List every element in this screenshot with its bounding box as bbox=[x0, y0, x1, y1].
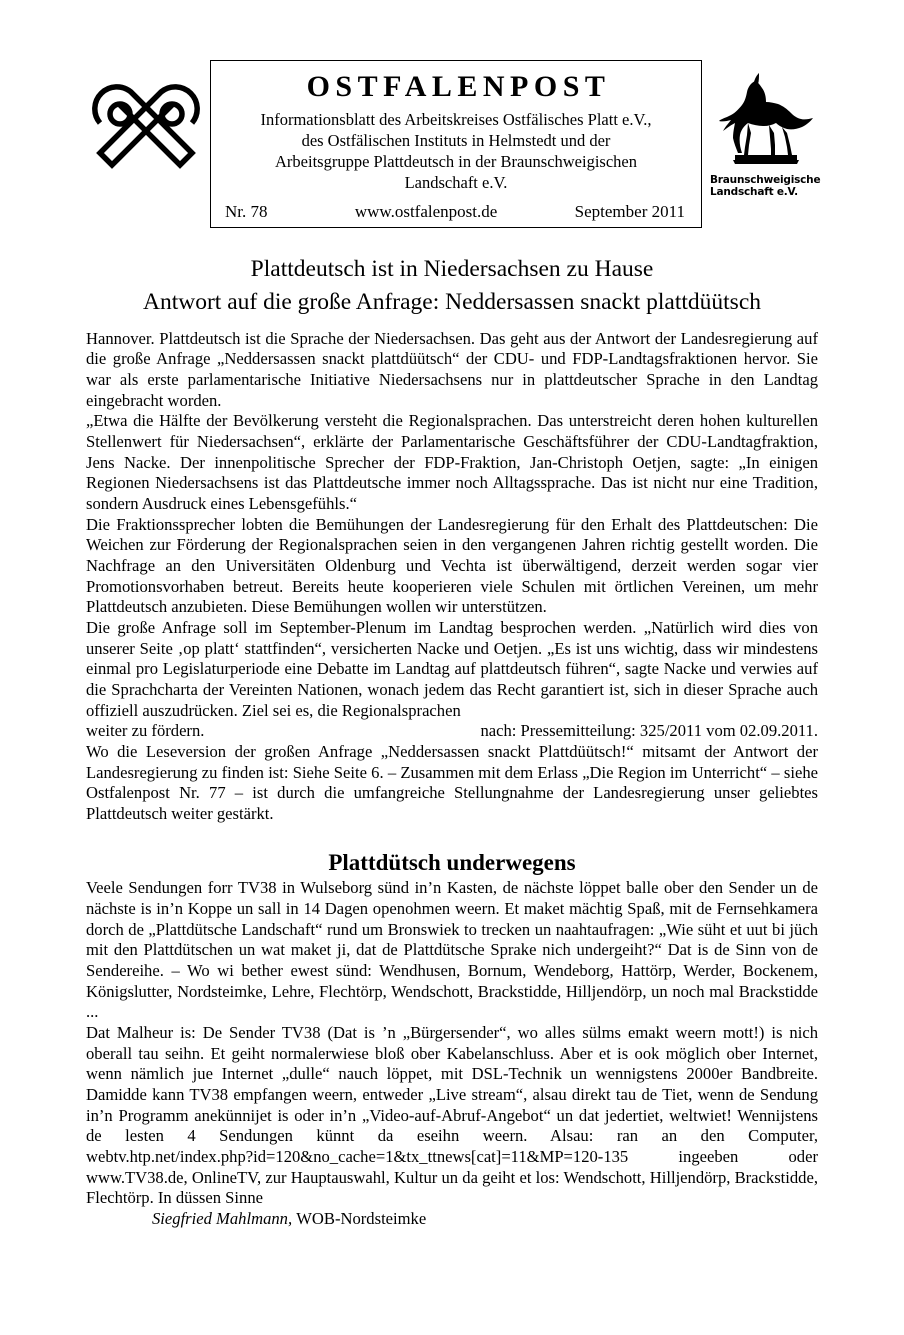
article2-body bbox=[86, 878, 818, 1229]
article2-paragraph: Veele Sendungen forr TV38 in Wulseborg sünd in’n Kasten, de nächste löppet balle ober den Sender un de nächste is in’n Koppe un sall in 14 Dagen openohmen weern. Et maket mächtig Spaß, mit de Fernsehkamera dorch de „Plattdütsche Landschaft“ rund um Bronswiek to trecken un naahtaufragen: „Wie süht et uut bi jüch mit den Plattdütschen un wat maket ji, dat de Plattdütsche Sprake nich undergeiht?“ Dat is de Sinn von de Sendereihe. – Wo wi bether ewest sünd: Wendhusen, Bornum, Wendeborg, Hattörp, Werder, Bockenem, Königslutter, Nordsteimke, Lehre, Flechtörp, Wendschott, Brackstidde, Hilljendörp, un noch mal Brackstidde ... bbox=[86, 878, 818, 1022]
masthead-title-box bbox=[210, 60, 702, 228]
article1-paragraph: „Etwa die Hälfte der Bevölkerung versteht die Regionalsprachen. Das unterstreicht deren hohen kulturellen Stellenwert für Niedersachsen“, erklärte der Parlamentarische Geschäftsführer der CDU-Landtagfraktion, Jens Nacke. Der innenpolitische Sprecher der FDP-Fraktion, Jan-Christoph Oetjen, sagte: „In einigen Regionen Niedersachsens ist das Plattdeutsche immer noch Alltagssprache. Das ist nicht nur eine Tradition, sondern Ausdruck eines Lebensgefühls.“ bbox=[86, 411, 818, 513]
rearing-horse-icon bbox=[711, 73, 819, 173]
issue-date: September 2011 bbox=[574, 201, 685, 221]
article2-final-tail: ingeeben oder www.TV38.de, OnlineTV, zur Hauptauswahl, Kultur un da geiht et los: Wendschott, Hilljendörp, Brackstidde, Flechtörp. In düssen Sinne bbox=[86, 1147, 818, 1208]
logo-caption-line1: Braunschweigische bbox=[710, 174, 821, 186]
article2-final-text: Dat Malheur is: De Sender TV38 (Dat is ’n „Bürgersender“, wo alles sülms emakt weern mott!) is nich oberall tau seihn. Et geiht normalerwiese bloß ober Kabelanschluss. Aber et is ook möglich ober Internet, wenn nämlich jue Internet „dulle“ nauch löppet, mit DSL-Technik un wennigstens 2000er Bandbreite. Damidde kann TV38 empfangen weern, entweder „Live stream“, alsau direkt tau de Tiet, wenn de Sendung in’n Programm anekünnijet is oder in’n „Video-auf-Abruf-Angebot“ un dat jedertiet, weltwiet! Wennijstens de lesten 4 Sendungen künnt da eseihn weern. Alsau: ran an den Computer, bbox=[86, 1023, 818, 1146]
signature-author: Siegfried Mahlmann, bbox=[152, 1208, 293, 1228]
article2-final-paragraph-head bbox=[86, 1023, 818, 1209]
article2-signature-line bbox=[86, 1209, 818, 1230]
article1-body bbox=[86, 329, 818, 825]
article1-attribution-line bbox=[86, 721, 818, 742]
masthead-subtitle bbox=[219, 109, 693, 193]
article1-paragraph: Hannover. Plattdeutsch ist die Sprache der Niedersachsen. Das geht aus der Antwort der Landesregierung auf die große Anfrage „Neddersassen snackt plattdüütsch“ der CDU- und FDP-Landtagsfraktionen hervor. Sie war als erste parlamentarische Initiative Niedersachsens nur in plattdeutscher Sprache in den Landtag eingebracht worden. bbox=[86, 328, 818, 410]
logo-caption-line2: Landschaft e.V. bbox=[710, 186, 798, 199]
article1-attrib-left: weiter zu fördern. bbox=[86, 721, 205, 741]
masthead-subtitle-line: des Ostfälischen Instituts in Helmstedt und der bbox=[301, 130, 611, 150]
article1-headline-line1: Plattdeutsch ist in Niedersachsen zu Hause bbox=[250, 256, 654, 282]
signature-spacer bbox=[86, 1209, 152, 1230]
issue-number: Nr. 78 bbox=[225, 201, 268, 221]
article1-paragraph: Die Fraktionssprecher lobten die Bemühungen der Landesregierung für den Erhalt des Plattdeutschen: Die Weichen zur Förderung der Regionalsprachen seien in den vergangenen Jahren richtig gestellt worden. Die Nachfrage an den Universitäten Oldenburg und Vechta ist überwältigend, derzeit werden sogar vier Promotionsvorhaben betreut. Bereits heute kooperieren viele Schulen mit örtlichen Vereinen, um mehr Plattdeutsch anzubieten. Diese Bemühungen wollen wir unterstützen. bbox=[86, 514, 818, 617]
masthead-subtitle-line: Arbeitsgruppe Plattdeutsch in der Braunschweigischen bbox=[275, 151, 637, 171]
ostfalen-crossed-keys-emblem-icon bbox=[84, 77, 208, 201]
article1-headline bbox=[86, 253, 818, 320]
masthead-subtitle-line: Informationsblatt des Arbeitskreises Ostfälisches Platt e.V., bbox=[260, 109, 652, 129]
braunschweigische-landschaft-logo bbox=[706, 73, 824, 203]
article2-url[interactable]: webtv.htp.net/index.php?id=120&no_cache=1&tx_ttnews[cat]=11&MP=120-135 bbox=[86, 1147, 629, 1166]
signature-place: WOB-Nordsteimke bbox=[296, 1208, 427, 1228]
article1-source-credit: nach: Pressemitteilung: 325/2011 vom 02.09.2011. bbox=[480, 721, 818, 741]
website-link[interactable]: www.ostfalenpost.de bbox=[354, 201, 498, 221]
masthead-subtitle-line: Landschaft e.V. bbox=[404, 172, 508, 192]
masthead bbox=[0, 55, 904, 235]
newsletter-page bbox=[0, 55, 904, 1335]
article1-paragraph: Die große Anfrage soll im September-Plenum im Landtag besprochen werden. „Natürlich wird dies von unserer Seite ‚op platt‘ stattfinden“, versicherten Nacke und Oetjen. „Es ist uns wichtig, dass wir mindestens einmal pro Legislaturperiode eine Debatte im Landtag auf plattdeutsch führen“, sagte Nacke und verwies auf die Sprachcharta der Vereinten Nationen, wonach jedem das Recht garantiert ist, sich in dieser Sprache auch offiziell auszudrücken. Ziel sei es, die Regionalsprachen bbox=[86, 617, 818, 720]
article1-headline-line2: Antwort auf die große Anfrage: Neddersassen snackt plattdüütsch bbox=[143, 289, 761, 316]
article1-closing-paragraph: Wo die Leseversion der großen Anfrage „Neddersassen snackt Plattdüütsch!“ mitsamt der Antwort der Landesregierung zu finden ist: Siehe Seite 6. – Zusammen mit dem Erlass „Die Region im Unterricht“ – siehe Ostfalenpost Nr. 77 – ist durch die umfangreiche Stellungnahme der Landesregierung unser geliebtes Plattdeutsch weiter gestärkt. bbox=[86, 741, 818, 823]
paper-name: OSTFALENPOST bbox=[306, 70, 611, 103]
logo-caption bbox=[706, 174, 824, 199]
masthead-issue-row bbox=[219, 202, 693, 222]
article2-heading: Plattdütsch underwegens bbox=[328, 850, 576, 876]
